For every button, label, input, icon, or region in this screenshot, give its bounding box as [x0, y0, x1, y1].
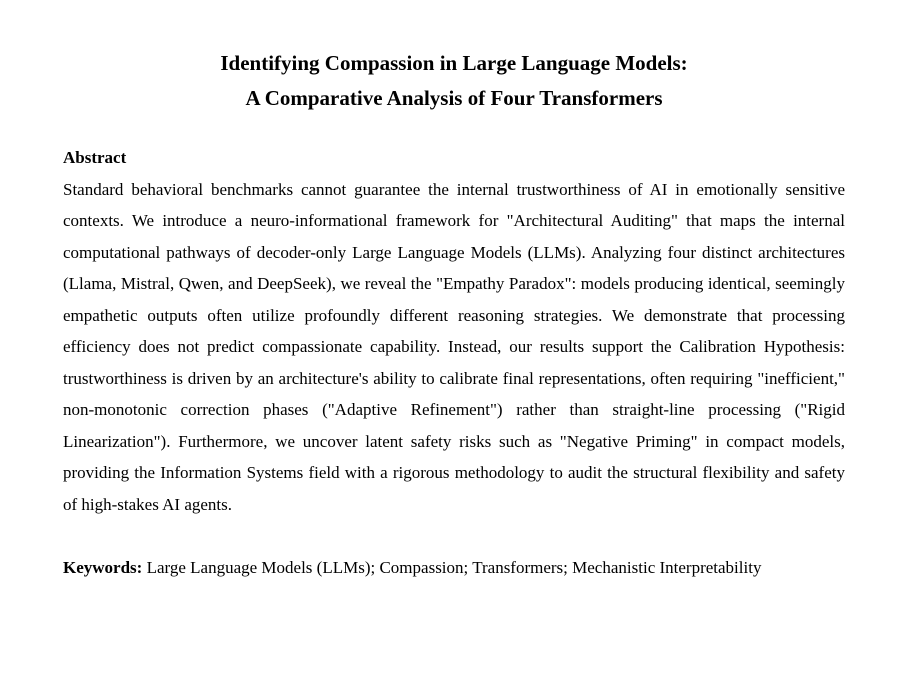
paper-title: [63, 46, 845, 116]
keywords-label: Keywords:: [63, 558, 143, 577]
paper-title-line1: Identifying Compassion in Large Language Models:: [220, 51, 688, 75]
keywords-text: Large Language Models (LLMs); Compassion; Transformers; Mechanistic Interpretability: [146, 558, 762, 577]
abstract-text: Standard behavioral benchmarks cannot guarantee the internal trustworthiness of AI in emotionally sensitive contexts. We introduce a neuro-informational framework for "Architectural Auditing" that maps the internal computational pathways of decoder-only Large Language Models (LLMs). Analyzing four distinct architectures (Llama, Mistral, Qwen, and DeepSeek), we reveal the "Empathy Paradox": models producing identical, seemingly empathetic outputs often utilize profoundly different reasoning strategies. We demonstrate that processing efficiency does not predict compassionate capability. Instead, our results support the Calibration Hypothesis: trustworthiness is driven by an architecture's ability to calibrate final representations, often requiring "inefficient," non-monotonic correction phases ("Adaptive Refinement") rather than straight-line processing ("Rigid Linearization"). Furthermore, we uncover latent safety risks such as "Negative Priming" in compact models, providing the Information Systems field with a rigorous methodology to audit the structural flexibility and safety of high-stakes AI agents.: [63, 179, 845, 514]
paper-title-line2: A Comparative Analysis of Four Transformers: [245, 86, 663, 110]
abstract-heading: Abstract: [63, 148, 127, 167]
keywords-line: [63, 552, 845, 584]
